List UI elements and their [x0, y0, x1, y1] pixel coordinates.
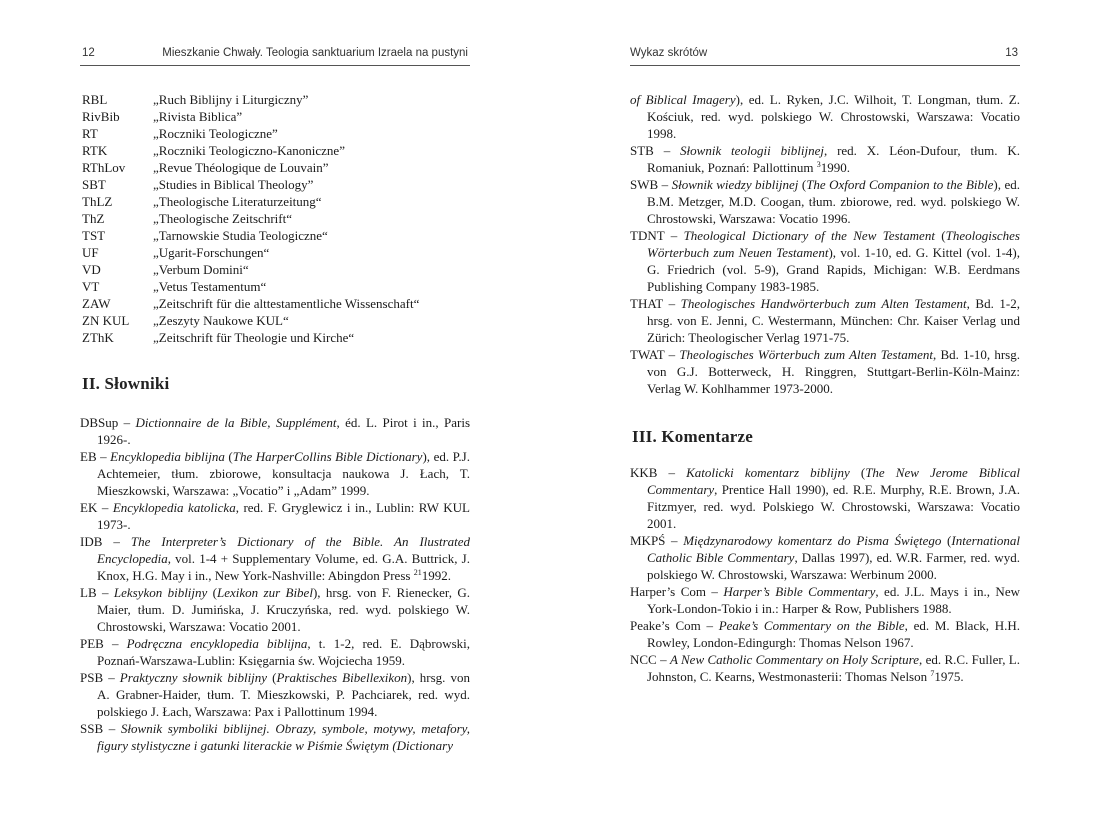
abbreviation-code: RT — [82, 126, 98, 141]
section-title-dictionaries: II. Słowniki — [82, 374, 170, 393]
section-title-commentaries: III. Komentarze — [632, 427, 754, 446]
abbreviation-row — [82, 108, 419, 125]
entry-text: , ed. J.L. Mays i in., New York-London-Tokio i in.: Harper & Row, Publishers 1988. — [647, 584, 1020, 616]
entry-edition: 7 — [930, 669, 935, 678]
abbreviation-code: VT — [82, 279, 100, 294]
entry-text-continued: , Dallas 1997), ed. W.R. Farmer, red. wyd. polskiego W. Chrostowski, Warszawa: Werbinum 2000. — [647, 550, 1020, 582]
entry-text: , Bd. 1-10, hrsg. von G.J. Botterweck, H. Ringgren, Stuttgart-Berlin-Köln-Mainz: Verlag W. Kohlhammer 1973-2000. — [647, 347, 1020, 396]
bibliography-entry — [80, 720, 470, 754]
abbreviation-title: „Studies in Biblical Theology” — [153, 177, 314, 192]
abbreviation-row — [82, 159, 419, 176]
entry-abbreviation: PSB – — [80, 670, 120, 685]
entry-text-continued: ), ed. B.M. Metzger, M.D. Coogan, tłum. zbiorowe, red. wyd. polskiego W. Chrostowski, Warszawa: Vocatio 1996. — [647, 177, 1020, 226]
entry-edition: 21 — [413, 568, 422, 577]
commentary-entries — [630, 464, 1020, 685]
abbreviation-row — [82, 244, 419, 261]
bibliography-entry — [630, 227, 1020, 295]
entry-title: Theological Dictionary of the New Testament — [683, 228, 935, 243]
entry-text-continued: 1992. — [421, 568, 451, 583]
abbreviation-code: TST — [82, 228, 106, 243]
abbreviation-row — [82, 210, 419, 227]
abbreviation-title: „Rivista Biblica” — [153, 109, 243, 124]
entry-title: Harper’s Bible Commentary — [723, 584, 876, 599]
abbreviation-row — [82, 142, 419, 159]
entry-abbreviation: EK – — [80, 500, 113, 515]
abbreviation-title: „Verbum Domini“ — [153, 262, 249, 277]
right-page-header — [630, 46, 1020, 66]
bibliography-entry — [630, 464, 1020, 532]
bibliography-entry — [630, 651, 1020, 685]
entry-title: Dictionnaire de la Bible, Supplément — [135, 415, 337, 430]
bibliography-entry — [630, 295, 1020, 346]
entry-text: , Bd. 1-2, hrsg. von E. Jenni, C. Westermann, München: Chr. Kaiser Verlag und Zürich: Theologischer Verlag 1971-75. — [647, 296, 1021, 345]
bibliography-entry — [630, 532, 1020, 583]
entry-title: Słownik wiedzy biblijnej — [671, 177, 799, 192]
abbreviation-code: ThLZ — [82, 194, 113, 209]
abbreviation-row — [82, 91, 419, 108]
abbreviation-row — [82, 193, 419, 210]
dictionary-entries — [80, 414, 470, 754]
entry-edition: 3 — [816, 160, 821, 169]
entry-text: , red. F. Gryglewicz i in., Lublin: RW KUL 1973-. — [97, 500, 470, 532]
entry-abbreviation: TDNT – — [630, 228, 684, 243]
abbreviation-row — [82, 278, 419, 295]
entry-title: Encyklopedia katolicka — [112, 500, 236, 515]
entry-text: ( — [849, 465, 866, 480]
bibliography-entry — [80, 499, 470, 533]
left-page-number: 12 — [82, 47, 95, 59]
bibliography-entry — [80, 533, 470, 584]
entry-text: , ed. M. Black, H.H. Rowley, London-Edingurgh: Thomas Nelson 1967. — [647, 618, 1020, 650]
bibliography-entry — [630, 617, 1020, 651]
entry-title-original: International Catholic Bible Commentary — [647, 533, 1020, 565]
bibliography-entry — [80, 584, 470, 635]
entry-abbreviation: MKPŚ – — [630, 533, 684, 548]
entry-abbreviation: SWB – — [630, 177, 672, 192]
entry-text-continued: 1975. — [934, 669, 964, 684]
entry-title-original: The Oxford Companion to the Bible — [806, 177, 994, 192]
entry-title: Słownik teologii biblijnej — [680, 143, 824, 158]
entry-title: The Interpreter’s Dictionary of the Bible. An Ilustrated Encyclopedia — [97, 534, 471, 566]
entry-title: A New Catholic Commentary on Holy Scripture — [669, 652, 919, 667]
abbreviation-title: „Vetus Testamentum“ — [153, 279, 267, 294]
entry-title: Peake’s Commentary on the Bible — [718, 618, 905, 633]
entry-text: , t. 1-2, red. E. Dąbrowski, Poznań-Warszawa-Lublin: Księgarnia św. Wojciecha 1959. — [97, 636, 471, 668]
entry-title-original: The New Jerome Biblical Commentary — [647, 465, 1020, 497]
entry-text: ( — [934, 228, 946, 243]
abbreviation-code: ZN KUL — [82, 313, 130, 328]
abbreviation-code: SBT — [82, 177, 106, 192]
entry-abbreviation: EB – — [80, 449, 111, 464]
entry-text-continued: , Prentice Hall 1990), ed. R.E. Murphy, R.E. Brown, J.A. Fitzmyer, red. wyd. Polskiego W. Chrostowski, Warszawa: Vocatio 2001. — [647, 482, 1020, 531]
entry-abbreviation: PEB – — [80, 636, 127, 651]
entry-text-continued: 1990. — [820, 160, 850, 175]
entry-title-original: Praktisches Bibellexikon — [276, 670, 408, 685]
abbreviation-title: „Zeitschrift für die alttestamentliche Wissenschaft“ — [153, 296, 420, 311]
entry-abbreviation: LB – — [80, 585, 114, 600]
abbreviation-title: „Zeszyty Naukowe KUL“ — [153, 313, 289, 328]
entry-text: , éd. L. Pirot i in., Paris 1926-. — [97, 415, 470, 447]
abbreviation-code: UF — [82, 245, 99, 260]
entry-abbreviation: SSB – — [80, 721, 121, 736]
abbreviation-code: ZAW — [82, 296, 111, 311]
abbreviation-row — [82, 125, 419, 142]
abbreviation-row — [82, 312, 419, 329]
abbreviation-code: RivBib — [82, 109, 120, 124]
abbreviation-list — [82, 91, 419, 346]
entry-abbreviation: Harper’s Com – — [630, 584, 724, 599]
entry-title: Słownik symboliki biblijnej. Obrazy, symbole, motywy, metafory, figury stylistyczne i gatunki literackie w Piśmie Świętym (Dictionary — [97, 721, 470, 753]
entry-abbreviation: DBSup – — [80, 415, 136, 430]
entry-text: , ed. R.C. Fuller, L. Johnston, C. Kearns, Westmonasterii: Thomas Nelson — [647, 652, 1021, 684]
abbreviation-code: VD — [82, 262, 101, 277]
entry-text: ( — [267, 670, 277, 685]
entry-title-original: Lexikon zur Bibel — [217, 585, 313, 600]
bibliography-entry — [80, 635, 470, 669]
entry-text: ( — [207, 585, 217, 600]
entry-title-original: Theologisches Wörterbuch zum Neuen Testament — [647, 228, 1020, 260]
entry-abbreviation: NCC – — [630, 652, 670, 667]
left-page — [80, 0, 470, 818]
abbreviation-row — [82, 261, 419, 278]
abbreviation-title: „Ruch Biblijny i Liturgiczny” — [153, 92, 309, 107]
entry-text-continued: ), hrsg. von A. Grabner-Haider, tłum. T. Mieszkowski, P. Pachciarek, red. wyd. polskiego J. Łach, Warszawa: Pax i Pallottinum 1994. — [97, 670, 470, 719]
right-running-title: Wykaz skrótów — [630, 47, 708, 59]
abbreviation-row — [82, 176, 419, 193]
abbreviation-code: RThLov — [82, 160, 126, 175]
entry-title: Katolicki komentarz biblijny — [686, 465, 850, 480]
entry-text: ( — [798, 177, 807, 192]
bibliography-entry — [80, 448, 470, 499]
abbreviation-title: „Roczniki Teologiczne” — [153, 126, 278, 141]
entry-text: ( — [224, 449, 233, 464]
bibliography-entry — [630, 346, 1020, 397]
abbreviation-title: „Tarnowskie Studia Teologiczne“ — [153, 228, 328, 243]
entry-text: ), ed. L. Ryken, J.C. Wilhoit, T. Longman, tłum. Z. Kościuk, red. wyd. polskiego W. Chrostowski, Warszawa: Vocatio 1998. — [647, 92, 1020, 141]
entry-text-continued: ), vol. 1-10, ed. G. Kittel (vol. 1-4), G. Friedrich (vol. 5-9), Grand Rapids, Michigan: W.B. Eerdmans Publishing Company 1983-1985. — [647, 245, 1020, 294]
abbreviation-title: „Ugarit-Forschungen“ — [153, 245, 270, 260]
left-page-header — [80, 46, 470, 66]
abbreviation-title: „Theologische Zeitschrift“ — [153, 211, 292, 226]
entry-title: Międzynarodowy komentarz do Pisma Świętego — [683, 533, 942, 548]
entry-abbreviation: THAT – — [630, 296, 681, 311]
abbreviation-code: RTK — [82, 143, 108, 158]
entry-text: ( — [941, 533, 952, 548]
entry-title: Leksykon biblijny — [113, 585, 208, 600]
abbreviation-title: „Revue Théologique de Louvain” — [153, 160, 329, 175]
abbreviation-code: RBL — [82, 92, 108, 107]
bibliography-entry — [630, 583, 1020, 617]
entry-title: Theologisches Handwörterbuch zum Alten Testament — [680, 296, 967, 311]
entry-text: , vol. 1-4 + Supplementary Volume, ed. G.A. Buttrick, J. Knox, H.G. May i in., New York-Nashville: Abingdon Press — [97, 551, 470, 583]
entry-title: Praktyczny słownik biblijny — [119, 670, 268, 685]
abbreviation-row — [82, 295, 419, 312]
entry-text-continued: ), ed. P.J. Achtemeier, tłum. zbiorowe, konsultacja naukowa J. Łach, T. Mieszkowski, Warszawa: „Vocatio” i „Adam” 1999. — [97, 449, 470, 498]
abbreviation-row — [82, 227, 419, 244]
entry-title-original: The HarperCollins Bible Dictionary — [232, 449, 423, 464]
left-running-title: Mieszkanie Chwały. Teologia sanktuarium Izraela na pustyni — [162, 47, 468, 59]
abbreviation-code: ZThK — [82, 330, 114, 345]
abbreviation-code: ThZ — [82, 211, 105, 226]
abbreviation-title: „Roczniki Teologiczno-Kanoniczne” — [153, 143, 345, 158]
entry-abbreviation: KKB – — [630, 465, 687, 480]
entry-abbreviation: STB – — [630, 143, 681, 158]
entry-abbreviation: Peake’s Com – — [630, 618, 719, 633]
bibliography-entry — [630, 176, 1020, 227]
right-page-number: 13 — [1005, 47, 1018, 59]
entry-title: Theologisches Wörterbuch zum Alten Testament — [679, 347, 933, 362]
bibliography-entry — [630, 91, 1020, 142]
entry-title: Podręczna encyklopedia biblijna — [126, 636, 308, 651]
abbreviation-title: „Zeitschrift für Theologie und Kirche“ — [153, 330, 355, 345]
entry-title: Encyklopedia biblijna — [110, 449, 225, 464]
entry-title: of Biblical Imagery — [630, 92, 736, 107]
abbreviation-title: „Theologische Literaturzeitung“ — [153, 194, 322, 209]
bibliography-entry — [630, 142, 1020, 176]
abbreviation-row — [82, 329, 419, 346]
entry-text: , red. X. Léon-Dufour, tłum. K. Romaniuk, Poznań: Pallottinum — [647, 143, 1020, 175]
dictionary-entries-continued — [630, 91, 1020, 397]
right-page — [630, 0, 1020, 818]
bibliography-entry — [80, 414, 470, 448]
entry-abbreviation: TWAT – — [630, 347, 680, 362]
entry-abbreviation: IDB – — [80, 534, 131, 549]
entry-text-continued: ), hrsg. von F. Rienecker, G. Maier, tłum. D. Jumińska, J. Kruczyńska, red. wyd. polskiego W. Chrostowski, Warszawa: Vocatio 2001. — [97, 585, 470, 634]
bibliography-entry — [80, 669, 470, 720]
